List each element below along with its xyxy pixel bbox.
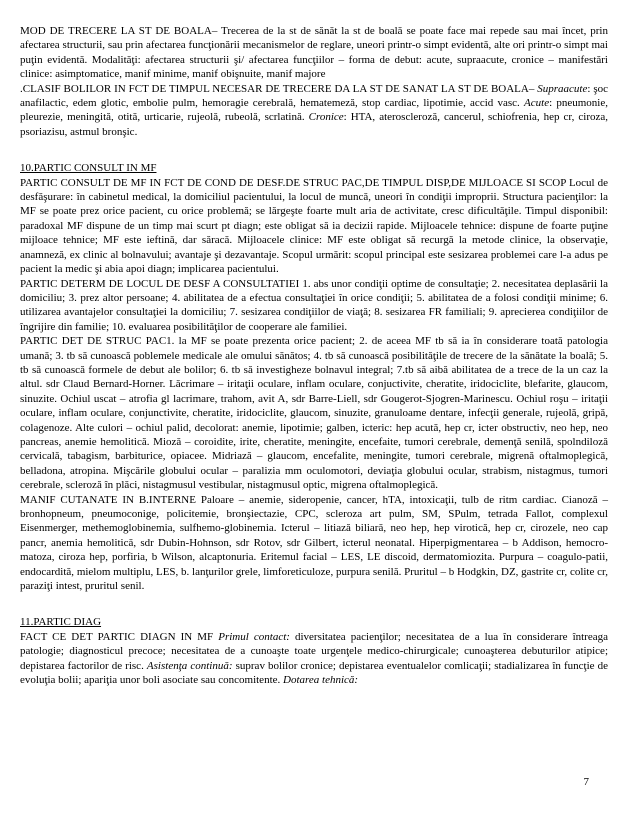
text-run: suprav bolilor cronice; depistarea eventualelor comlicaţii; stadializarea în funcţie de evoluţia bolii; apariţia unor boli asociate sau concomitente. (20, 659, 608, 687)
paragraph (20, 630, 608, 688)
section-heading: 10.PARTIC CONSULT IN MF (20, 162, 157, 175)
section-3 (20, 593, 608, 687)
section-spacer (20, 139, 608, 161)
text-run: : şoc anafilactic, edem glotic, embolie pulm, hemoragie cerebrală, hematemeză, stop cardiac, lipotimie, accid vasc. (20, 82, 608, 110)
paragraph (20, 277, 608, 335)
italic-term: Cronice (308, 111, 344, 124)
italic-term: Primul contact: (218, 630, 290, 643)
section-spacer (20, 593, 608, 615)
italic-term: Dotarea tehnică: (283, 674, 359, 687)
text-run: PARTIC CONSULT DE MF IN FCT DE COND DE DESF.DE STRUC PAC,DE TIMPUL DISP,DE MIJLOACE SI SCOP Locul de desfăşurare: în cabinetul medical, la domiciliul pacientului, la locul de muncă, uneori în condiţii improprii. Structura pacienţilor: la MF se poate prez orice pacient, cu orice problemă; se lărgeşte foarte mult aria de activitate, cresc dificultăţile. Timpul disponibil: paradoxal MF dispune de un timp mai scurt pt diagn; este obligat să ia decizii rapide. Mijloacele tehnice: dispune de foarte puţine mijloace tehnice; MF este ieftină, dar săracă. Mijloacele clinice: MF este obligat să recurgă la metode clinice, la observaţie, anamneză, ex clinic al bolnavului; avantaje şi dezavantaje. Scopul urmărit: scopul principal este sesizarea problemei care l-a adus pe pacient la medic şi abia apoi diagn; implicarea pacientului. (20, 176, 608, 276)
italic-term: Acute (524, 97, 550, 110)
section-1 (20, 24, 608, 139)
text-run: PARTIC DETERM DE LOCUL DE DESF A CONSULTATIEI 1. abs unor condiţii optime de consultaţie; 2. necesitatea deplasării la domiciliu; 3. prez altor persoane; 4. abilitatea de a efectua consultaţiei în orice condiţii; 5. abilitatea de a folosi condiţii minime; 6. utilizarea avantajelor consultaţiei la domiciliu; 7. sesizarea condiţiilor de viaţă; 8. sesizarea FR familiali; 9. aprecierea condiţiilor de îngrijire din familie; 10. evaluarea posibilităţilor de cooperare ale familiei. (20, 277, 608, 333)
text-run: MANIF CUTANATE IN B.INTERNE Paloare – anemie, sideropenie, cancer, hTA, intoxicaţii, tulb de ritm cardiac. Cianoză – bronhopneum, pneumoconige, policitemie, bronşiectazie, CPC, scleroza art pulm, SM, SPulm, tetrada Fallot, complexul Eisenmerger, methemoglobinemia, sulfhemo-globinemia. Icterul – litiază biliară, neo hep, hep virotică, hep cr, cirozele, neo cap pancr, anemia hemolitică, sdr Dubin-Hohnson, sdr Rotov, sdr Gilbert, icterul neonatal. Hiperpigmentarea – b Addison, hemocro-matoza, ciroza hep, porfiria, b Wilson, alcaptonuria. Eritemul facial – LES, LE discoid, dermatomiozita. Purpura – coagulo-patii, endocardită, mielom multiplu, LES, b. lanţurilor grele, limforeticuloze, purpura senilă. Pruritul – b Hodgkin, DZ, gastrite cr, colite cr, paraziţi intest, pruritul senil. (20, 493, 608, 593)
paragraph (20, 176, 608, 277)
page-number: 7 (583, 776, 589, 788)
document-body (20, 24, 608, 687)
text-run: : pneumonie, pleurezie, meningită, otită, urticarie, rujeolă, rubeolă, scrlatină. (20, 97, 608, 124)
paragraph (20, 82, 608, 140)
text-run: diversitatea pacienţilor; necesitatea de a lua în considerare întreaga patologie; diagnosticul precoce; necesitatea de a cunoaşte toate urgenţele medico-chirurgicale; cunoaşterea debuturilor atipice; depistarea factorilor de risc. (20, 630, 608, 672)
paragraph (20, 493, 608, 594)
paragraph (20, 24, 608, 82)
text-run: MOD DE TRECERE LA ST DE BOALA– Trecerea de la st de sănăt la st de boală se poate face mai repede sau mai încet, prin afectarea structurii, sau prin afectarea funcţionării mecanismelor de reglare, uneori printr-o simpt evidentă, alte ori printr-o simpt mai puţin evidentă. Modalităţi: afectarea structurii şi/ afectarea funcţiilor – forma de debut: acute, supraacute, cronice – manifestări clinice: asimptomatice, manif minime, manif obişnuite, manif majore (20, 25, 608, 81)
section-2 (20, 139, 608, 593)
italic-term: Supraacute (537, 82, 588, 95)
text-run: PARTIC DET DE STRUC PAC1. la MF se poate prezenta orice pacient; 2. de aceea MF tb să ia în considerare toată patologia umană; 3. tb să cunoască poblemele medicale ale omului sănătos; 4. tb să cunoască posibilităţile de trecere de la sănătate la boală; 5. tb să cunoască formele de debut ale bolilor; 6. tb să investigheze bolnavul integral; 7.tb să aibă abilitatea de a trece de la un caz la altul. sdr Claud Bernard-Horner. Lăcrimare – iritaţii oculare, inflam oculare, conjuctivite, cheratite, iridociclite, blefarite, glaucom, sinuzite. Ochiul uscat – atrofia gl lacrimare, trahom, avit A, sdr Barre-Liell, sdr Gougerot-Sjogren-Marinescu. Ochiul roşu – iritaţii oculare, inflam oculare, conjunctivite, cheratite, iridociclite, glaucom, sinuzite, granuloame dentare, infecţii generale, rujeolă, gripă, colagenoze. Alte culori – ochiul palid, decolorat: anemie, lipotimie; galben, icteric: hep acută, hep cr, icter obstructiv, neo hep, neo pancreas, anemie hemolitică. Mioză – coroidite, irite, cheratite, meningite, encefaite, tumori cerebrale, demenţă senilă, spolndiloză cervicală, tabagism, barbiturice, opiacee. Midriază – glaucom, encefalite, meningite, tumori cerebrale, migrenă oftalmoplegică, belladona, atropina. Mişcările globului ocular – paralizia mm oculomotori, deviaţia globului ocular, strabism, nistagmus, tumori cerebrale, scleroză în plăci, nistagmusul vestibular, nistagmusul optic, migrena oftalmoplegică. (20, 335, 608, 492)
section-heading: 11.PARTIC DIAG (20, 616, 102, 629)
text-run: .CLASIF BOLILOR IN FCT DE TIMPUL NECESAR DE TRECERE DA LA ST DE SANAT LA ST DE BOALA– (20, 82, 538, 95)
text-run: FACT CE DET PARTIC DIAGN IN MF (20, 630, 219, 643)
text-run: : HTA, ateroscleroză, cancerul, schiofrenia, hep cr, ciroza, psoriazisu, astmul bronşic. (20, 111, 608, 138)
italic-term: Asistenţa continuă: (146, 659, 233, 672)
paragraph (20, 334, 608, 492)
